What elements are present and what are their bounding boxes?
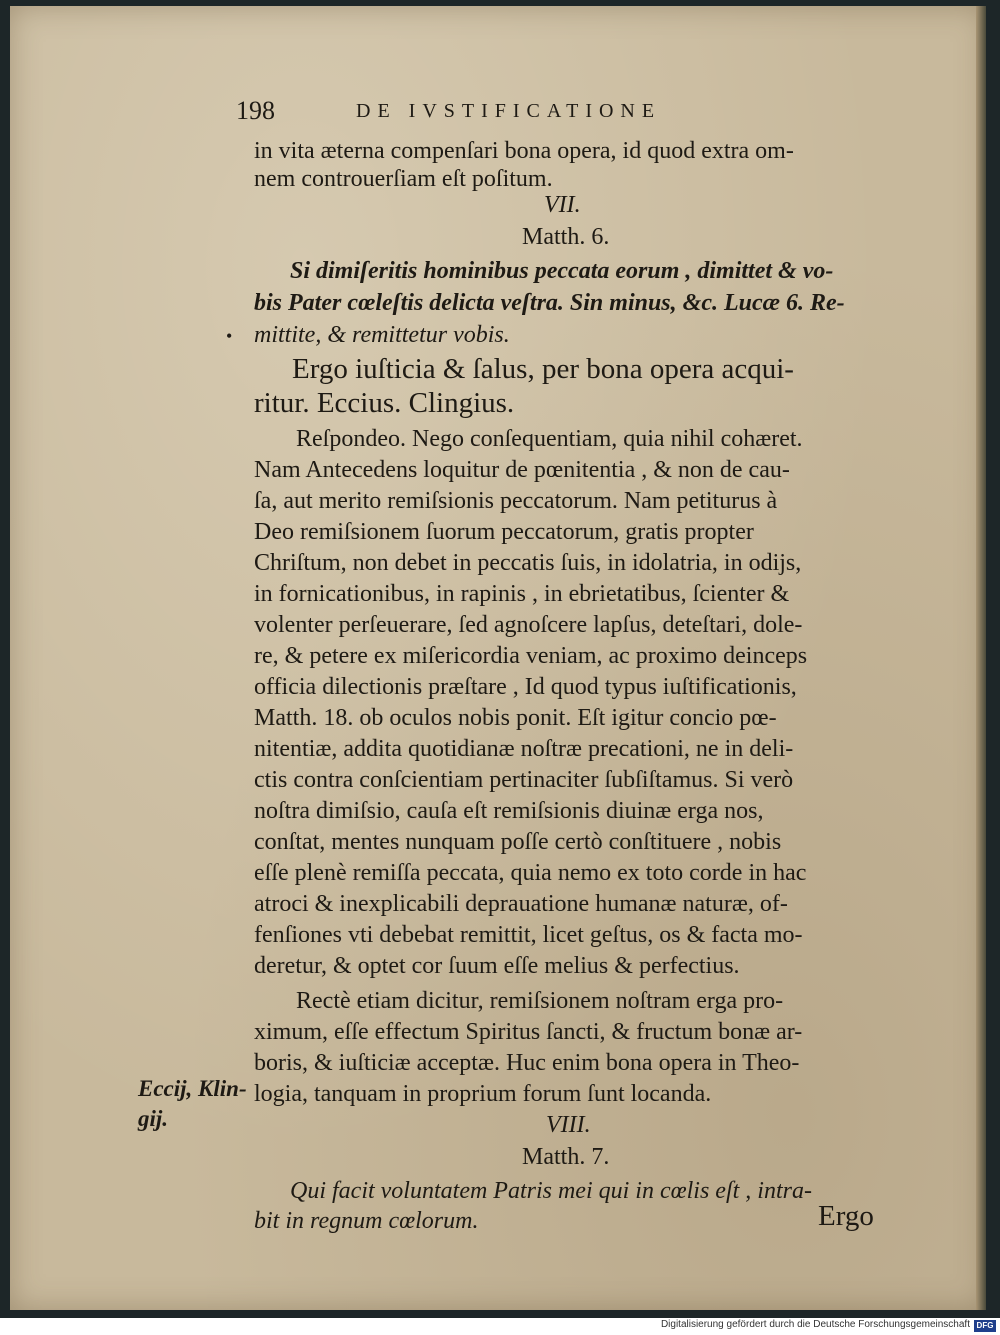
response-line: eſſe plenè remiſſa peccata, quia nemo ex toto corde in hac xyxy=(254,860,807,886)
margin-note: Eccij, Klin- xyxy=(138,1076,247,1101)
running-head: DE IVSTIFICATIONE xyxy=(356,100,662,122)
response-line: ſa, aut merito remiſsionis peccatorum. Nam petiturus à xyxy=(254,488,778,514)
thesis-line: ritur. Eccius. Clingius. xyxy=(254,387,515,419)
response-line: Deo remiſsionem ſuorum peccatorum, gratis propter xyxy=(254,519,754,545)
scripture-reference-viii: Matth. 7. xyxy=(522,1144,610,1170)
response-line: Reſpondeo. Nego conſequentiam, quia nihil cohæret. xyxy=(296,426,803,452)
response-line: Chriſtum, non debet in peccatis ſuis, in idolatria, in odijs, xyxy=(254,550,802,576)
response-line: atroci & inexplicabili deprauatione humanæ naturæ, of- xyxy=(254,891,788,917)
text-line: nem controuerſiam eſt poſitum. xyxy=(254,166,553,192)
quote-line: mittite, & remittetur vobis. xyxy=(254,322,510,348)
quote-line: bit in regnum cœlorum. xyxy=(254,1208,479,1234)
section-number-viii: VIII. xyxy=(546,1112,591,1138)
quote-line: Si dimiſeritis hominibus peccata eorum , dimittet & vo- xyxy=(290,258,834,284)
margin-note: gij. xyxy=(138,1106,169,1131)
digitization-footer xyxy=(0,1318,1000,1335)
response-line: Matth. 18. ob oculos nobis ponit. Eſt igitur concio pœ- xyxy=(254,705,777,731)
dfg-logo-icon: DFG xyxy=(974,1320,996,1332)
page-header xyxy=(236,96,796,130)
response-line: nitentiæ, addita quotidianæ noſtræ precationi, ne in deli- xyxy=(254,736,794,762)
page-spine-shadow xyxy=(976,6,986,1310)
response-line: boris, & iuſticiæ acceptæ. Huc enim bona opera in Theo- xyxy=(254,1050,800,1076)
response-line: volenter perſeuerare, ſed agnoſcere lapſus, deteſtari, dole- xyxy=(254,612,803,638)
funding-credit: Digitalisierung gefördert durch die Deutsche Forschungsgemeinschaft xyxy=(660,1319,970,1330)
thesis-line: Ergo iuſticia & ſalus, per bona opera acqui- xyxy=(292,353,794,385)
scripture-reference-vii: Matth. 6. xyxy=(522,224,610,250)
section-number-vii: VII. xyxy=(544,192,581,218)
page-number: 198 xyxy=(236,96,275,125)
response-line: re, & petere ex miſericordia veniam, ac proximo deinceps xyxy=(254,643,808,669)
response-line: noſtra dimiſsio, cauſa eſt remiſsionis diuinæ erga nos, xyxy=(254,798,764,824)
response-line: deretur, & optet cor ſuum eſſe melius & perfectius. xyxy=(254,953,740,979)
response-line: conſtat, mentes nunquam poſſe certò conſtituere , nobis xyxy=(254,829,782,855)
quote-line: Qui facit voluntatem Patris mei qui in cœlis eſt , intra- xyxy=(290,1178,812,1204)
response-line: Nam Antecedens loquitur de pœnitentia , & non de cau- xyxy=(254,457,790,483)
margin-mark: • xyxy=(226,326,233,346)
response-line: fenſiones vti debebat remittit, licet geſtus, os & facta mo- xyxy=(254,922,803,948)
response-line: ximum, eſſe effectum Spiritus ſancti, & fructum bonæ ar- xyxy=(254,1019,803,1045)
quote-line: bis Pater cœleſtis delicta veſtra. Sin minus, &c. Lucæ 6. Re- xyxy=(254,290,845,316)
response-line: officia dilectionis præſtare , Id quod typus iuſtificationis, xyxy=(254,674,797,700)
response-line: Rectè etiam dicitur, remiſsionem noſtram erga pro- xyxy=(296,988,784,1014)
response-line: ctis contra conſcientiam pertinaciter ſubſiſtamus. Si verò xyxy=(254,767,794,793)
response-line: logia, tanquam in proprium forum ſunt locanda. xyxy=(254,1081,712,1107)
response-line: in fornicationibus, in rapinis , in ebrietatibus, ſcienter & xyxy=(254,581,790,607)
text-line: in vita æterna compenſari bona opera, id quod extra om- xyxy=(254,138,794,164)
catchword: Ergo xyxy=(818,1200,874,1232)
